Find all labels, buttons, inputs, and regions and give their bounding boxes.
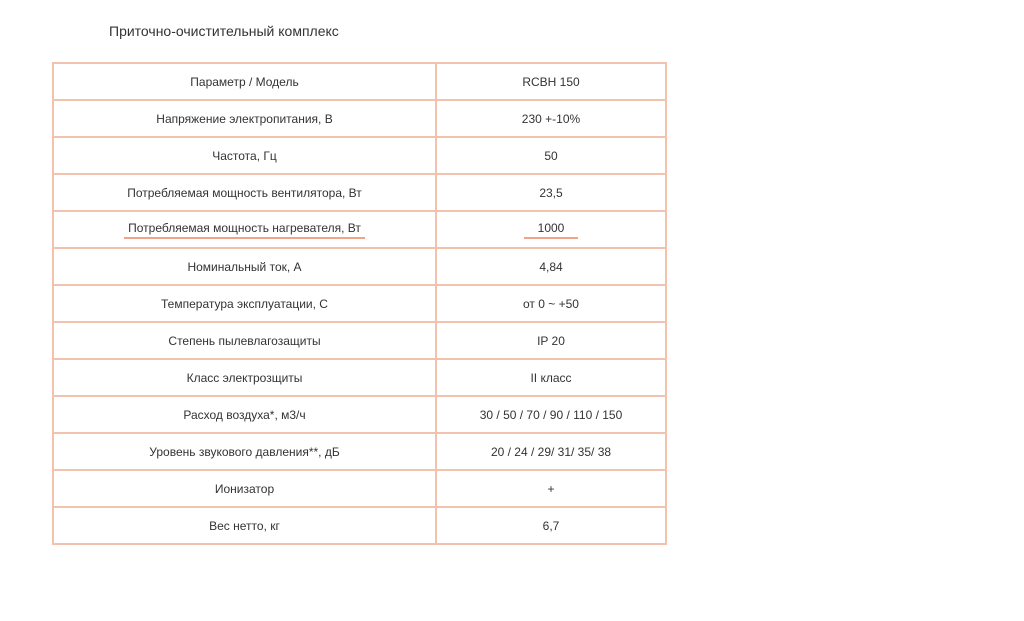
param-cell bbox=[53, 211, 436, 248]
table-row bbox=[53, 100, 666, 137]
param-cell: Параметр / Модель bbox=[53, 63, 436, 100]
param-cell: Напряжение электропитания, В bbox=[53, 100, 436, 137]
value-cell: 30 / 50 / 70 / 90 / 110 / 150 bbox=[436, 396, 666, 433]
value-cell: 20 / 24 / 29/ 31/ 35/ 38 bbox=[436, 433, 666, 470]
highlighted-value: 1000 bbox=[524, 221, 579, 239]
specs-table bbox=[52, 62, 667, 545]
table-row bbox=[53, 63, 666, 100]
table-row bbox=[53, 285, 666, 322]
param-cell: Частота, Гц bbox=[53, 137, 436, 174]
value-cell: от 0 ~ +50 bbox=[436, 285, 666, 322]
param-cell: Номинальный ток, А bbox=[53, 248, 436, 285]
value-cell: RCBH 150 bbox=[436, 63, 666, 100]
param-cell: Класс электрозщиты bbox=[53, 359, 436, 396]
value-cell: 50 bbox=[436, 137, 666, 174]
value-cell: IP 20 bbox=[436, 322, 666, 359]
table-row bbox=[53, 507, 666, 544]
table-row bbox=[53, 248, 666, 285]
param-cell: Потребляемая мощность вентилятора, Вт bbox=[53, 174, 436, 211]
value-cell: 6,7 bbox=[436, 507, 666, 544]
param-cell: Уровень звукового давления**, дБ bbox=[53, 433, 436, 470]
value-cell: II класс bbox=[436, 359, 666, 396]
table-row bbox=[53, 137, 666, 174]
table-row bbox=[53, 470, 666, 507]
table-row bbox=[53, 359, 666, 396]
value-cell: 4,84 bbox=[436, 248, 666, 285]
param-cell: Расход воздуха*, м3/ч bbox=[53, 396, 436, 433]
param-cell: Температура эксплуатации, С bbox=[53, 285, 436, 322]
value-cell bbox=[436, 211, 666, 248]
page-title: Приточно-очистительный комплекс bbox=[109, 23, 339, 39]
param-cell: Степень пылевлагозащиты bbox=[53, 322, 436, 359]
table-row bbox=[53, 433, 666, 470]
table-row bbox=[53, 211, 666, 248]
value-cell: 230 +-10% bbox=[436, 100, 666, 137]
value-cell: 23,5 bbox=[436, 174, 666, 211]
value-cell: + bbox=[436, 470, 666, 507]
table-row bbox=[53, 174, 666, 211]
param-cell: Вес нетто, кг bbox=[53, 507, 436, 544]
highlighted-param: Потребляемая мощность нагревателя, Вт bbox=[124, 221, 365, 239]
table-row bbox=[53, 322, 666, 359]
table-row bbox=[53, 396, 666, 433]
param-cell: Ионизатор bbox=[53, 470, 436, 507]
